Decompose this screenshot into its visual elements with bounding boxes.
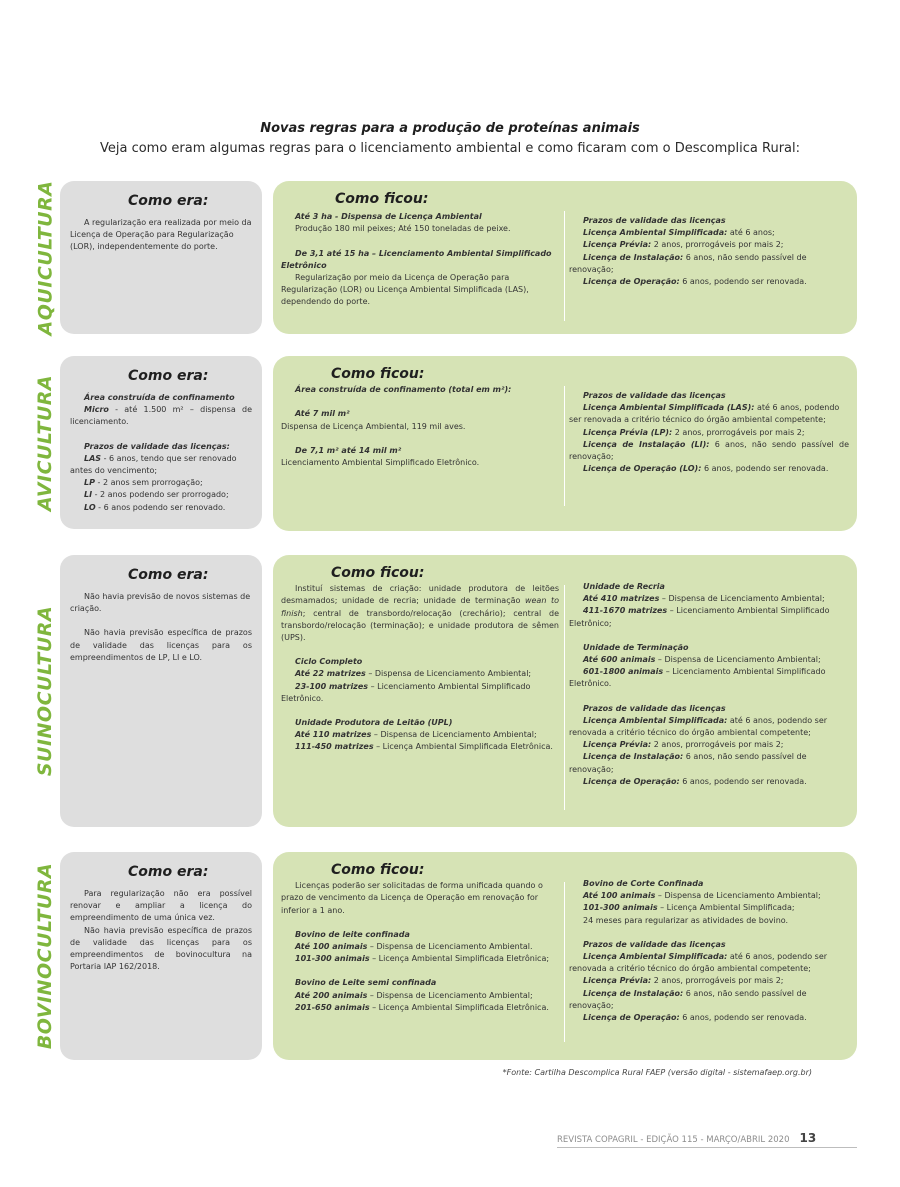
page-subtitle: Veja como eram algumas regras para o licenciamento ambiental e como ficaram com o Descomplica Rural: xyxy=(99,141,800,156)
section-label-aquicultura: AQUICULTURA xyxy=(34,180,57,335)
era-subheading: Área construída de confinamento xyxy=(84,393,235,402)
footer-publication: REVISTA COPAGRIL - EDIÇÃO 115 - MARÇO/ABRIL 2020 xyxy=(557,1135,790,1145)
section-label-avicultura: AVICULTURA xyxy=(34,374,56,511)
ficou-right-column: Prazos de validade das licenças Licença Ambiental Simplificada (LAS): até 6 anos, podendo ser renovada a critério técnico do órgão ambiental competente; Licença Prévia (LP): 2 anos, prorrogáveis por mais 2; Licença de Instalação (LI): 6 anos, não sendo passível de renovação; Licença de Operação (LO): 6 anos, podendo ser renovada. xyxy=(569,391,850,474)
ficou-heading: Como ficou: xyxy=(335,191,429,207)
ficou-heading: Como ficou: xyxy=(331,862,425,878)
era-box-avicultura: Como era: Área construída de confinamento Micro - até 1.500 m² – dispensa de licenciamento. Prazos de validade das licenças: LAS - 6 anos, tendo que ser renovado antes do vencimento; LP - 2 anos sem prorrogação; LI - 2 anos podendo ser prorrogado; LO - 6 anos podendo ser renovado. xyxy=(60,356,262,529)
era-heading: Como era: xyxy=(128,368,209,384)
ficou-right-column: Unidade de Recria Até 410 matrizes – Dispensa de Licenciamento Ambiental; 411-1670 matrizes – Licenciamento Ambiental Simplificado Eletrônico; Unidade de Terminação Até 600 animais – Dispensa de Licenciamento Ambiental; 601-1800 animais – Licenciamento Ambiental Simplificado Eletrônico. Prazos de validade das licenças Licença Ambiental Simplificada: até 6 anos, podendo ser renovada a critério técnico do órgão ambiental competente; Licença Prévia: 2 anos, prorrogáveis por mais 2; Licença de Instalação: 6 anos, não sendo passível de renovação; Licença de Operação: 6 anos, podendo ser renovada. xyxy=(569,582,830,786)
section-label-suinocultura: SUINOCULTURA xyxy=(34,605,57,777)
ficou-heading: Como ficou: xyxy=(331,366,425,382)
era-subheading: Prazos de validade das licenças: xyxy=(84,441,230,451)
era-text: A regularização era realizada por meio da Licença de Operação para Regularização (LOR), independentemente do porte. xyxy=(70,218,252,252)
rule-text: Produção 180 mil peixes; Até 150 toneladas de peixe. xyxy=(295,224,511,234)
ficou-box-suinocultura xyxy=(273,555,857,827)
ficou-left-column: Como ficou: Instituí sistemas de criação: unidade produtora de leitões desmamados; unidade de recria; unidade de terminação wean to finish; central de transbordo/relocação (crechário); central de transbordo/relocação (terminação); e unidade produtora de sêmen (UPS). Ciclo Completo Até 22 matrizes – Dispensa de Licenciamento Ambiental; 23-100 matrizes – Licenciamento Ambiental Simplificado Eletrônico. Unidade Produtora de Leitão (UPL) Até 110 matrizes – Dispensa de Licenciamento Ambiental; 111-450 matrizes – Licença Ambiental Simplificada Eletrônica. xyxy=(281,565,559,752)
column-divider xyxy=(564,882,565,1042)
ficou-right-column: Bovino de Corte Confinada Até 100 animais – Dispensa de Licenciamento Ambiental; 101-300 animais – Licença Ambiental Simplificada; 24 meses para regularizar as atividades de bovino. Prazos de validade das licenças Licença Ambiental Simplificada: até 6 anos, podendo ser renovada a critério técnico do órgão ambiental competente; Licença Prévia: 2 anos, prorrogáveis por mais 2; Licença de Instalação: 6 anos, não sendo passível de renovação; Licença de Operação: 6 anos, podendo ser renovada. xyxy=(569,879,828,1023)
footer-rule xyxy=(557,1147,857,1148)
era-heading: Como era: xyxy=(128,567,209,583)
era-box-bovinocultura: Como era: Para regularização não era possível renovar e ampliar a licença do empreendimento de uma única vez. Não havia previsão específica de prazos de validade das licenças para os empreendimentos de bovinocultura na Portaria IAP 162/2018. xyxy=(60,852,262,1060)
page-footer xyxy=(557,1131,816,1145)
section-label-bovinocultura: BOVINOCULTURA xyxy=(34,862,56,1050)
ficou-box-aquicultura xyxy=(273,181,857,334)
ficou-left-column: Como ficou: Área construída de confinamento (total em m²): Até 7 mil m² Dispensa de Licença Ambiental, 119 mil aves. De 7,1 m² até 14 mil m² Licenciamento Ambiental Simplificado Eletrônico. xyxy=(281,368,559,469)
ficou-box-avicultura xyxy=(273,356,857,531)
ficou-right-column: Prazos de validade das licenças Licença Ambiental Simplificada: até 6 anos; Licença Prévia: 2 anos, prorrogáveis por mais 2; Licença de Instalação: 6 anos, não sendo passível de renovação; Licença de Operação: 6 anos, podendo ser renovada. xyxy=(569,215,849,288)
column-divider xyxy=(564,386,565,506)
source-note: *Fonte: Cartilha Descomplica Rural FAEP (versão digital - sistemafaep.org.br) xyxy=(502,1068,812,1077)
ficou-box-bovinocultura xyxy=(273,852,857,1060)
column-divider xyxy=(564,211,565,321)
ficou-left-column xyxy=(281,193,559,309)
rule-heading: De 3,1 até 15 ha – Licenciamento Ambiental Simplificado Eletrônico xyxy=(281,248,552,270)
column-divider xyxy=(564,585,565,810)
ficou-heading: Como ficou: xyxy=(331,565,425,581)
era-heading: Como era: xyxy=(128,864,209,880)
ficou-left-column: Como ficou: Licenças poderão ser solicitadas de forma unificada quando o prazo de vencimento da Licença de Operação em renovação for inferior a 1 ano. Bovino de leite confinada Até 100 animais – Dispensa de Licenciamento Ambiental. 101-300 animais – Licença Ambiental Simplificada Eletrônica; Bovino de Leite semi confinada Até 200 animais – Dispensa de Licenciamento Ambiental; 201-650 animais – Licença Ambiental Simplificada Eletrônica. xyxy=(281,864,559,1014)
page-number: 13 xyxy=(799,1131,817,1145)
rule-heading: Até 3 ha - Dispensa de Licença Ambiental xyxy=(295,212,482,222)
rule-text: Regularização por meio da Licença de Operação para Regularização (LOR) ou Licença Ambiental Simplificada (LAS), dependendo do porte. xyxy=(281,273,529,307)
era-box-suinocultura: Como era: Não havia previsão de novos sistemas de criação. Não havia previsão específica de prazos de validade das licenças para os empreendimentos de LP, LI e LO. xyxy=(60,555,262,827)
era-heading: Como era: xyxy=(128,193,209,209)
era-box-aquicultura xyxy=(60,181,262,334)
validity-heading: Prazos de validade das licenças xyxy=(583,216,726,225)
page-title: Novas regras para a produção de proteínas animais xyxy=(260,121,640,136)
